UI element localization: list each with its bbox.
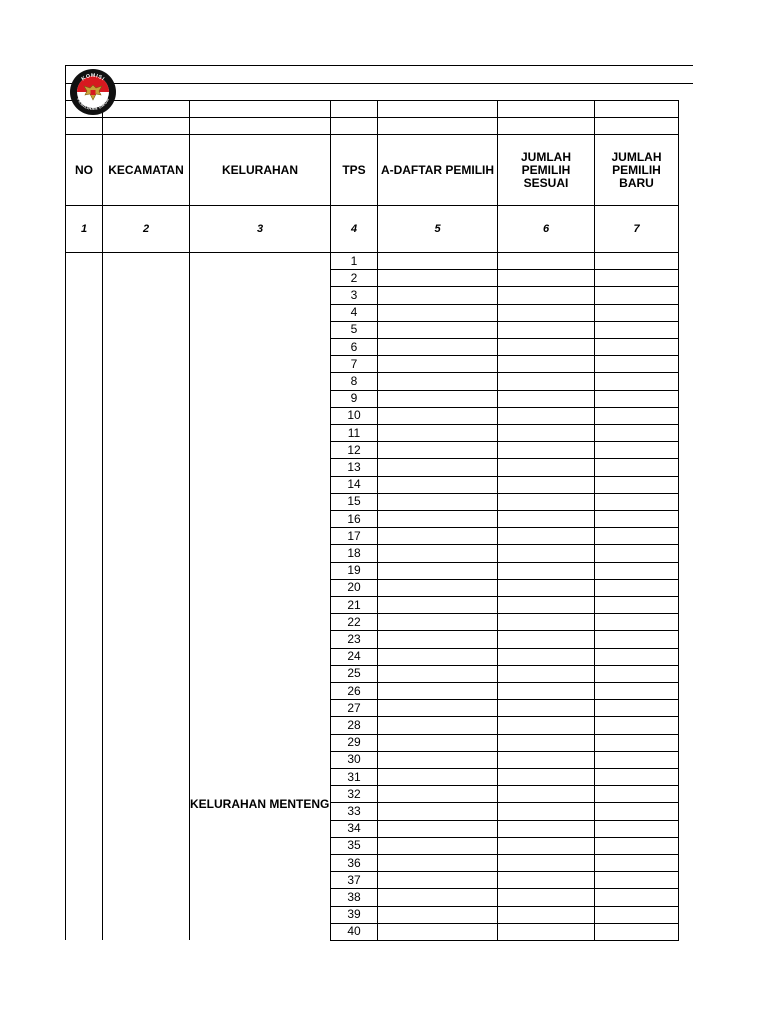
row-line [330,768,679,769]
tps-number: 9 [350,391,358,406]
tps-number: 5 [350,322,358,337]
row-line [330,579,679,580]
tps-number: 37 [347,872,361,887]
kelurahan-name: KELURAHAN MENTENG [190,797,330,811]
column-number-kelurahan: 3 [256,222,264,235]
tps-number: 8 [350,373,358,388]
column-number-no: 1 [80,222,88,235]
row-line [330,940,679,941]
header-line [65,100,679,101]
tps-number: 31 [347,769,361,784]
column-number-tps: 4 [350,222,358,235]
row-line [330,390,679,391]
row-line [330,734,679,735]
tps-number: 4 [350,305,358,320]
column-header-kelurahan: KELURAHAN [222,162,298,177]
row-line [330,751,679,752]
column-header-kecamatan: KECAMATAN [108,162,184,177]
row-line [330,837,679,838]
tps-number: 28 [347,717,361,732]
tps-number: 13 [347,459,361,474]
title-border-top [65,65,693,66]
column-number-baru: 7 [633,222,640,235]
tps-number: 3 [350,287,358,302]
tps-number: 36 [347,855,361,870]
column-header-baru: JUMLAH PEMILIH BARU [611,149,662,190]
row-line [330,596,679,597]
tps-number: 39 [347,907,361,922]
row-line [330,304,679,305]
tps-number: 12 [347,442,361,457]
column-header-tps: TPS [342,162,366,177]
row-line [330,716,679,717]
tps-number: 23 [347,631,361,646]
row-line [330,407,679,408]
tps-number: 33 [347,803,361,818]
tps-number: 10 [347,408,361,423]
tps-number: 21 [347,597,361,612]
tps-number: 26 [347,683,361,698]
row-line [330,923,679,924]
row-line [330,854,679,855]
row-line [330,372,679,373]
row-line [330,424,679,425]
column-divider [102,252,103,940]
row-line [330,562,679,563]
row-line [330,286,679,287]
header-line [65,117,679,118]
tps-number: 24 [347,649,361,664]
row-line [330,269,679,270]
row-line [330,871,679,872]
svg-text:PEMILIHAN UMUM: PEMILIHAN UMUM [76,96,111,111]
row-line [330,699,679,700]
column-number-daftar: 5 [434,222,441,235]
row-line [330,613,679,614]
tps-number: 19 [347,563,361,578]
row-line [330,321,679,322]
column-divider [678,100,679,252]
row-line [330,510,679,511]
tps-number: 17 [347,528,361,543]
row-line [330,493,679,494]
tps-number: 6 [350,339,358,354]
column-header-no: NO [75,162,93,177]
row-line [330,906,679,907]
column-header-sesuai: JUMLAH PEMILIH SESUAI [521,149,571,190]
tps-number: 18 [347,545,361,560]
tps-number: 16 [347,511,361,526]
tps-number: 35 [347,838,361,853]
tps-number: 2 [350,270,358,285]
column-header-daftar: A-DAFTAR PEMILIH [380,162,495,177]
tps-number: 34 [347,821,361,836]
tps-number: 38 [347,889,361,904]
tps-number: 27 [347,700,361,715]
row-line [330,355,679,356]
row-line [330,665,679,666]
row-line [330,802,679,803]
tps-number: 15 [347,494,361,509]
row-line [330,458,679,459]
row-line [330,338,679,339]
row-line [330,888,679,889]
row-line [330,527,679,528]
tps-number: 25 [347,666,361,681]
tps-number: 11 [347,425,361,440]
tps-number: 29 [347,735,361,750]
tps-number: 30 [347,752,361,767]
tps-number: 7 [350,356,358,371]
svg-text:KOMISI: KOMISI [80,72,106,83]
tps-number: 32 [347,786,361,801]
row-line [330,441,679,442]
tps-number: 14 [347,477,361,492]
tps-number: 22 [347,614,361,629]
row-line [330,630,679,631]
row-line [330,648,679,649]
column-number-sesuai: 6 [542,222,550,235]
row-line [330,544,679,545]
row-line [330,476,679,477]
row-line [330,820,679,821]
kpu-logo [69,68,117,116]
column-divider [189,252,190,940]
row-line [330,785,679,786]
tps-number: 1 [350,253,358,268]
tps-number: 40 [347,924,361,939]
tps-number: 20 [347,580,361,595]
row-line [330,682,679,683]
column-number-kecamatan: 2 [142,222,150,235]
title-border-mid [65,83,693,84]
